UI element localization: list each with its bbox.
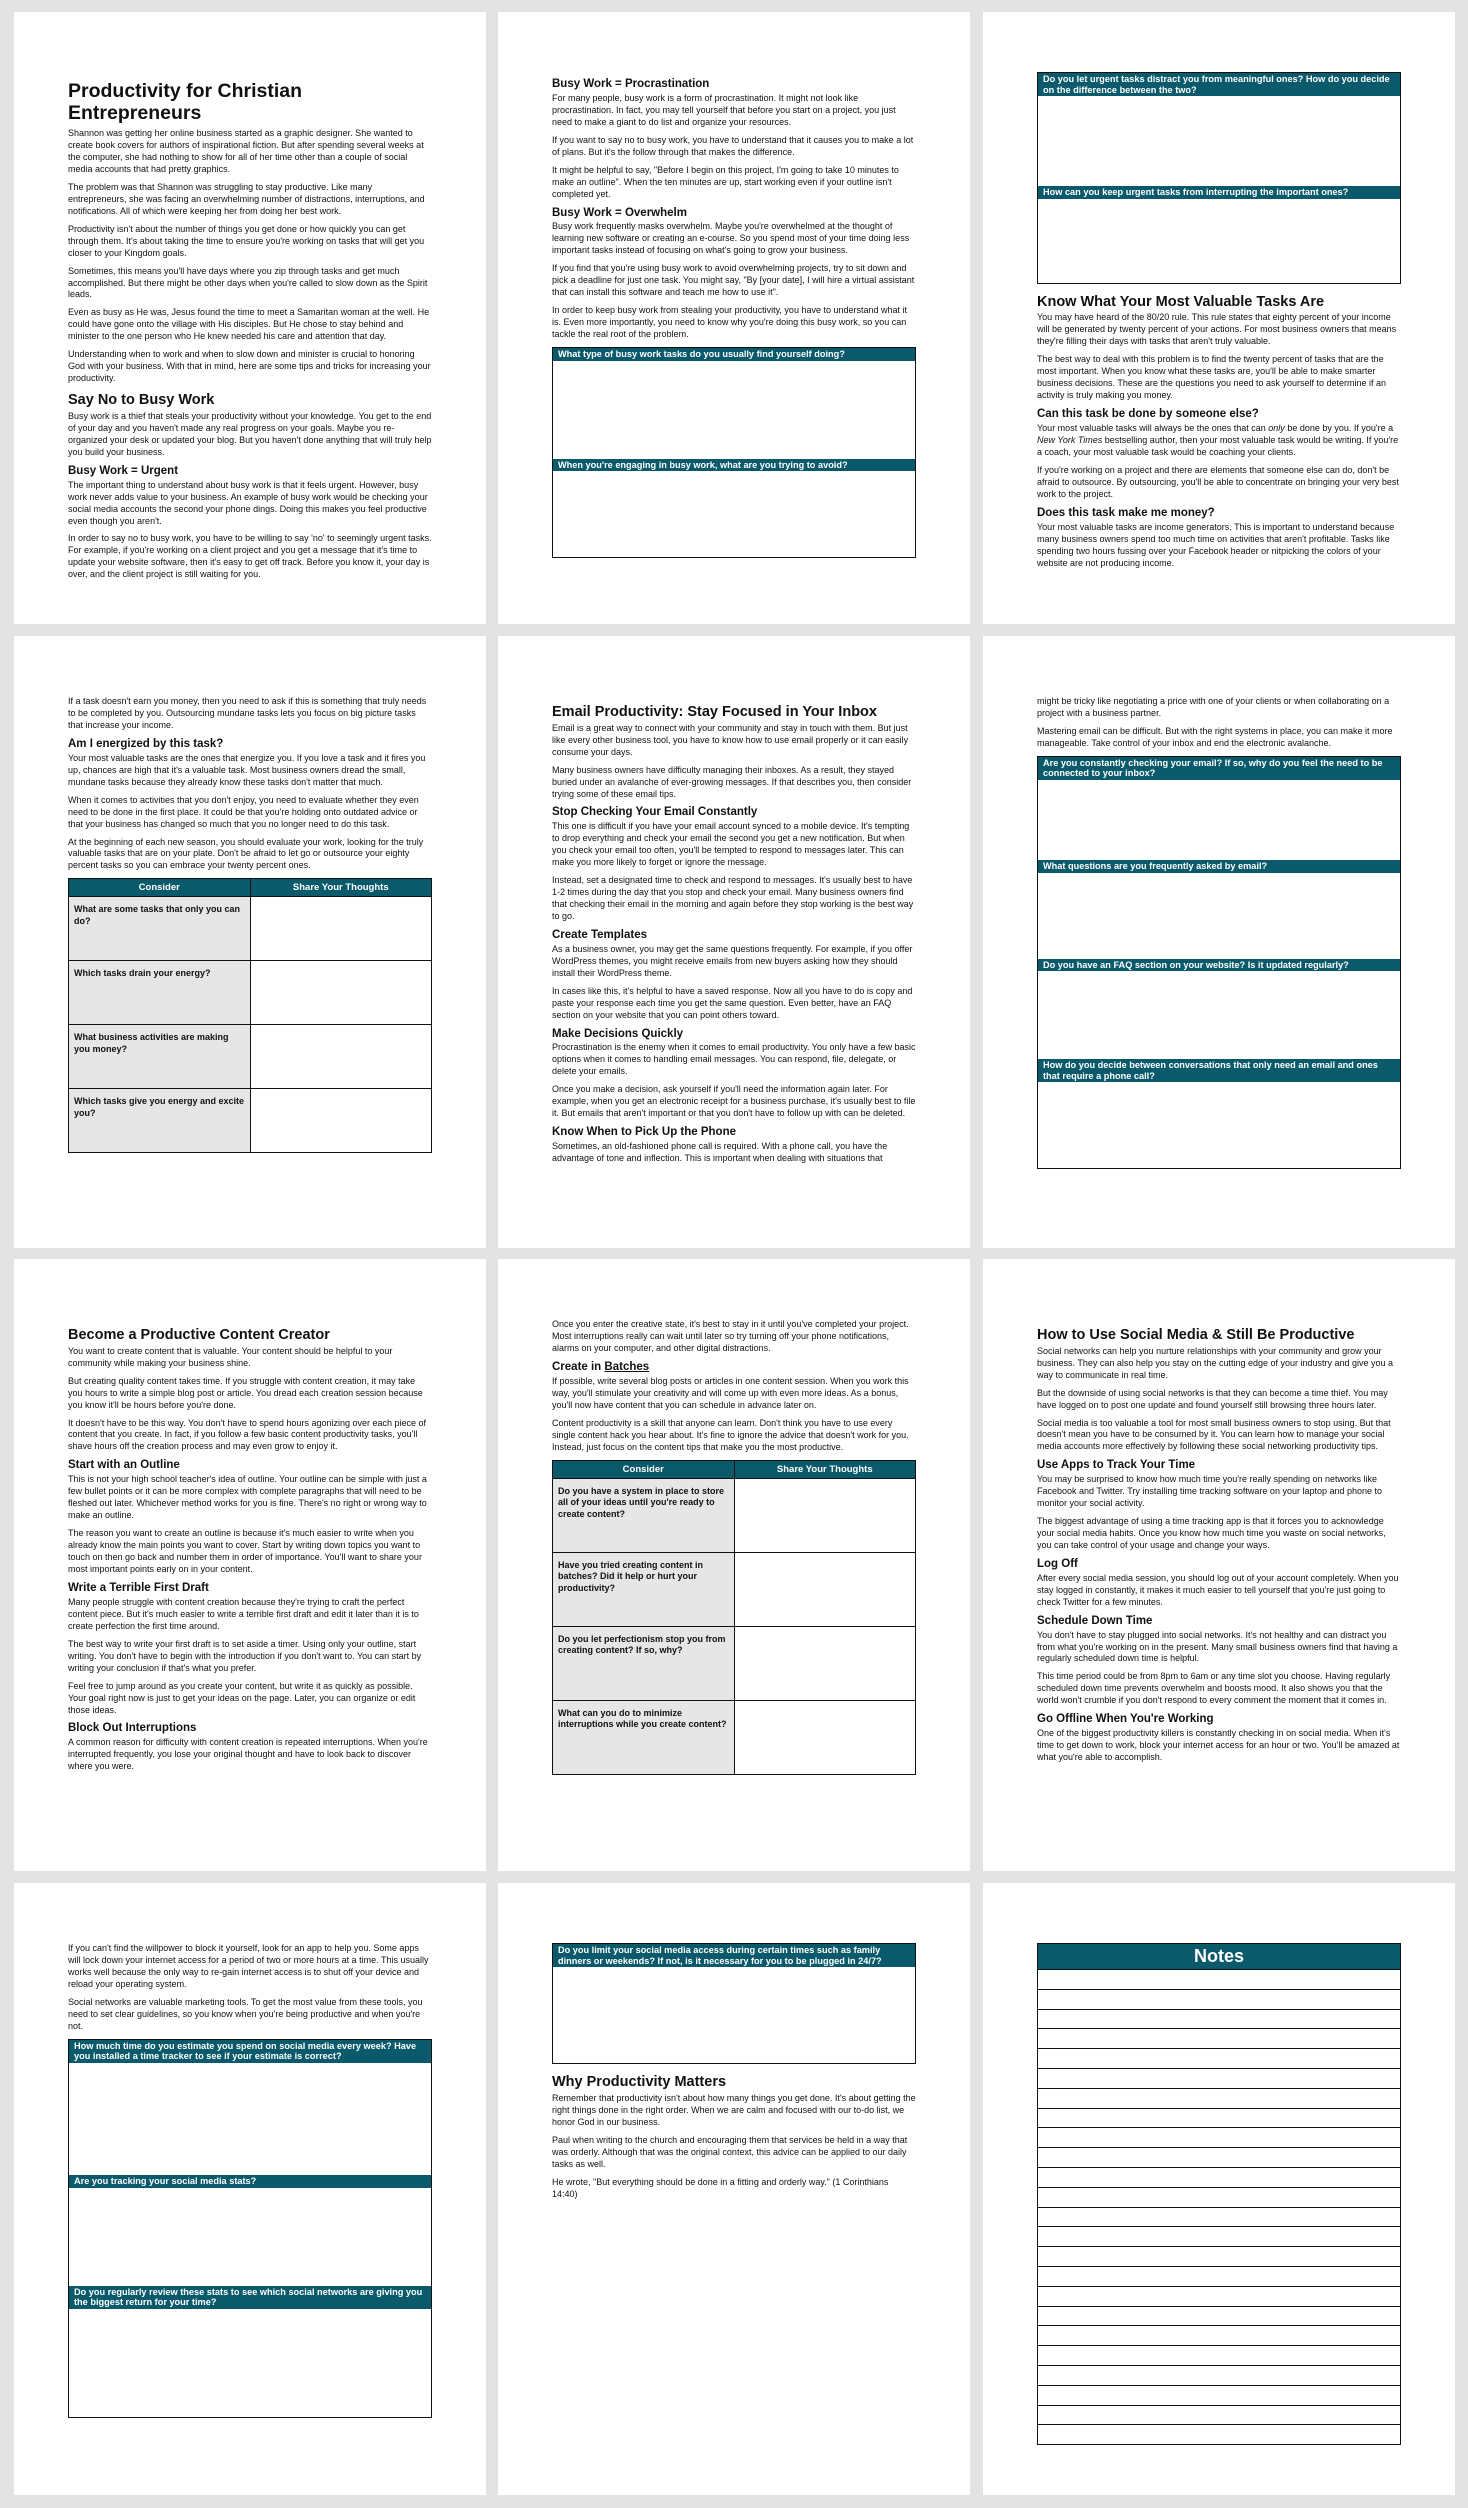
reflection-question: Are you tracking your social media stats? <box>69 2175 431 2188</box>
paragraph: At the beginning of each new season, you should evaluate your work, looking for the truly valuable tasks that are on your plate. Don't be afraid to let go or outsource your eighty percent tasks so you can embrace your twenty percent ones. <box>68 836 424 871</box>
subheading: Start with an Outline <box>68 1459 180 1472</box>
reflection-box[interactable] <box>68 2039 432 2418</box>
note-line[interactable] <box>1037 2089 1401 2109</box>
note-line[interactable] <box>1037 2287 1401 2307</box>
answer-cell[interactable] <box>250 1089 432 1153</box>
section-heading: Email Productivity: Stay Focused in Your Inbox <box>552 704 877 720</box>
paragraph: Your most valuable tasks are income generators. This is important to understand because many business owners spend too much time on activities that aren't profitable. Tasks like spending two hours fussing over your Facebook header or nitpicking the colors of your website are not producing income. <box>1037 521 1395 568</box>
section-heading: Say No to Busy Work <box>68 392 215 409</box>
answer-cell[interactable] <box>734 1626 916 1700</box>
page-12 <box>983 1883 1455 2495</box>
subheading: Busy Work = Overwhelm <box>552 206 687 219</box>
paragraph: Once you make a decision, ask yourself if you'll need the information again later. For example, when you get an electronic receipt for a business purchase, it's usually best to file it. But emails that aren't important or that you don't have to follow up with can be deleted. <box>552 1084 916 1119</box>
paragraph: For many people, busy work is a form of procrastination. It might not look like procrastination. In fact, you may tell yourself that before you start on a project, you just need to make a giant to do list and organize your resources. <box>552 92 896 127</box>
paragraph: But creating quality content takes time. If you struggle with content creation, it may take you hours to write a simple blog post or article. You dread each creation session because you know it'll be hours before you're done. <box>68 1375 423 1410</box>
answer-cell[interactable] <box>250 1025 432 1089</box>
answer-cell[interactable] <box>734 1552 916 1626</box>
note-line[interactable] <box>1037 2010 1401 2030</box>
table-question: Do you have a system in place to store all of your ideas until you're ready to create content? <box>553 1478 735 1552</box>
subheading: Go Offline When You're Working <box>1037 1713 1214 1726</box>
paragraph: Shannon was getting her online business started as a graphic designer. She wanted to create book covers for authors of inspirational fiction. But after spending several weeks at the computer, she had nothing to show for all of her time other than a couple of social media accounts that had pretty graphics. <box>68 127 424 174</box>
paragraph: Busy work is a thief that steals your productivity without your knowledge. You get to the end of your day and you haven't made any real progress on your goals. Maybe you re-organized your desk or updated your blog. But you haven't done anything that will truly help you build your business. <box>68 410 432 457</box>
answer-area[interactable] <box>69 2063 431 2175</box>
column-header: Consider <box>69 879 251 897</box>
paragraph: Social networks are valuable marketing tools. To get the most value from these tools, you need to set clear guidelines, so you know when you're being productive and when you're not. <box>68 1996 423 2031</box>
subheading: Can this task be done by someone else? <box>1037 408 1259 421</box>
paragraph: Your most valuable tasks will always be the ones that can only be done by you. If you're a New York Times bestselling author, then your most valuable task would be writing. If you're a coach, your most valuable task would be coaching your clients. <box>1037 422 1399 457</box>
note-line[interactable] <box>1037 2208 1401 2228</box>
paragraph: Feel free to jump around as you create your content, but write it as quickly as possible. Your goal right now is just to get your ideas on the page. Later, you can organize or edit those ideas. <box>68 1680 416 1715</box>
paragraph: Busy work frequently masks overwhelm. Maybe you're overwhelmed at the thought of learning new software or creating an e-course. So you spend most of your time doing less important tasks instead of focusing on what's going to grow your business. <box>552 221 910 256</box>
paragraph: The best way to deal with this problem is to find the twenty percent of tasks that are the most important. When you know what these tasks are, you'll be able to make smarter business decisions. These are the questions you need to ask yourself to determine if an activity is truly making you money. <box>1037 354 1387 401</box>
note-line[interactable] <box>1037 2346 1401 2366</box>
paragraph: You want to create content that is valuable. Your content should be helpful to your community while making your business shine. <box>68 1345 393 1368</box>
note-line[interactable] <box>1037 2267 1401 2287</box>
paragraph: If you're working on a project and there are elements that someone else can do, don't be afraid to outsource. By outsourcing, you'll be able to concentrate on bringing your very best work to the project. <box>1037 464 1399 499</box>
answer-cell[interactable] <box>734 1478 916 1552</box>
answer-area[interactable] <box>1038 971 1400 1059</box>
section-heading: How to Use Social Media & Still Be Productive <box>1037 1327 1355 1343</box>
paragraph: It doesn't have to be this way. You don't have to spend hours agonizing over each piece of content that you create. In fact, if you follow a few basic content productivity tasks, you'll shave hours off the creation process and may even grow to enjoy it. <box>68 1417 427 1452</box>
paragraph: Instead, set a designated time to check and respond to messages. It's usually best to have 1-2 times during the day that you stop and check your email. Many business owners find that checking their email in the morning and again before they stop working is the best way to go. <box>552 875 914 922</box>
answer-cell[interactable] <box>250 961 432 1025</box>
reflection-box[interactable] <box>552 1943 916 2064</box>
subheading: Schedule Down Time <box>1037 1614 1153 1627</box>
answer-area[interactable] <box>69 2309 431 2417</box>
paragraph: You may be surprised to know how much time you're really spending on networks like Facebook and Twitter. Try installing time tracking software on your laptop and phone to monitor your social activity. <box>1037 1474 1383 1509</box>
paragraph: He wrote, "But everything should be done in a fitting and orderly way." (1 Corinthians 14:40) <box>552 2176 889 2199</box>
answer-area[interactable] <box>69 2188 431 2286</box>
reflection-box[interactable] <box>1037 756 1401 1169</box>
note-line[interactable] <box>1037 2069 1401 2089</box>
column-header: Consider <box>553 1460 735 1478</box>
note-line[interactable] <box>1037 2326 1401 2346</box>
paragraph: Content productivity is a skill that anyone can learn. Don't think you have to use every single content hack you hear about. It's fine to ignore the advice that doesn't work for you. Instead, just focus on the content tips that make you the most productive. <box>552 1417 909 1452</box>
answer-area[interactable] <box>1038 780 1400 860</box>
answer-area[interactable] <box>553 471 915 557</box>
subheading: Write a Terrible First Draft <box>68 1581 209 1594</box>
note-line[interactable] <box>1037 2188 1401 2208</box>
paragraph: Social networks can help you nurture relationships with your community and grow your business. They can also help you stay on the cutting edge of your industry and give you a way to communicate in real time. <box>1037 1345 1394 1380</box>
paragraph: The reason you want to create an outline is because it's much easier to write when you already know the main points you want to cover. Start by writing down topics you want to touch on then go back and number them in order of importance. You'll want to share your most important points early on in your content. <box>68 1528 422 1574</box>
paragraph: As a business owner, you may get the same questions frequently. For example, if you offer WordPress themes, you might receive emails from new buyers asking how they should install their WordPress theme. <box>552 943 913 978</box>
subheading: Use Apps to Track Your Time <box>1037 1459 1196 1472</box>
paragraph: Procrastination is the enemy when it comes to email productivity. You only have a few basic options when it comes to handling email messages. You can respond, file, delegate, or delete your emails. <box>552 1042 916 1077</box>
page-2 <box>498 12 970 624</box>
page-3 <box>983 12 1455 624</box>
subheading: Create in Batches <box>552 1360 650 1373</box>
paragraph: might be tricky like negotiating a price with one of your clients or when collaborating on a project with a business partner. <box>1037 696 1390 718</box>
paragraph: You don't have to stay plugged into social networks. It's not healthy and can distract you from what you're working on in the present. Many small business owners find that having a regularly scheduled down time is helpful. <box>1037 1629 1398 1664</box>
subheading: Block Out Interruptions <box>68 1722 197 1735</box>
answer-area[interactable] <box>1038 1082 1400 1168</box>
note-line[interactable] <box>1037 2227 1401 2247</box>
paragraph: Mastering email can be difficult. But with the right systems in place, you can make it more manageable. Take control of your inbox and end the electronic avalanche. <box>1037 725 1393 748</box>
paragraph: Sometimes, this means you'll have days where you zip through tasks and get much accomplished. But there might be other days when you're called to slow down as the Spirit leads. <box>68 265 428 300</box>
table-question: What can you do to minimize interruptions while you create content? <box>553 1700 735 1774</box>
reflection-question: When you're engaging in busy work, what are you trying to avoid? <box>553 459 915 472</box>
answer-area[interactable] <box>553 361 915 459</box>
subheading: Create Templates <box>552 929 648 942</box>
answer-area[interactable] <box>1038 873 1400 959</box>
paragraph: If possible, write several blog posts or articles in one content session. When you work this way, you'll stimulate your creativity and will come up with even more ideas. As a bonus, you'll now have content that you can schedule in advance later on. <box>552 1375 909 1410</box>
answer-cell[interactable] <box>734 1700 916 1774</box>
reflection-question: Do you regularly review these stats to see which social networks are giving you the biggest return for your time? <box>69 2286 431 2309</box>
paragraph: The problem was that Shannon was struggling to stay productive. Like many entrepreneurs, she was facing an overwhelming number of distractions, interruptions, and notifications. All of which were keeping her from doing her best work. <box>68 181 425 216</box>
subheading: Busy Work = Procrastination <box>552 78 710 90</box>
paragraph: This one is difficult if you have your email account synced to a mobile device. It's tempting to drop everything and check your email the second you get a new notification. But when you check your email too often, you'll be tempted to respond to messages later. This can make you more likely to forget or ignore the message. <box>552 821 910 868</box>
page-4 <box>14 636 486 1248</box>
paragraph: You may have heard of the 80/20 rule. This rule states that eighty percent of your income will be generated by twenty percent of your actions. For most business owners that means they're filling their days with tasks that aren't truly valuable. <box>1037 312 1397 347</box>
paragraph: A common reason for difficulty with content creation is repeated interruptions. When you're interrupted frequently, you lose your original thought and have to look back to discover where you were. <box>68 1737 428 1772</box>
note-line[interactable] <box>1037 2049 1401 2069</box>
paragraph: When it comes to activities that you don't enjoy, you need to evaluate whether they even need to be done in the first place. It could be that you're holding onto outdated advice or that your business has changed so much that you no longer need to do this task. <box>68 794 419 829</box>
paragraph: If you can't find the willpower to block it yourself, look for an app to help you. Some apps will lock down your internet access for a period of two or more hours at a time. This usually works well because the only way to re-gain internet access is to shut off your device and reload your operating system. <box>68 1943 429 1989</box>
reflection-question: Do you have an FAQ section on your website? Is it updated regularly? <box>1038 959 1400 972</box>
paragraph: In order to keep busy work from stealing your productivity, you have to understand what it is. Even more importantly, you need to know why you're doing this busy work, so you can tackle the real root of the problem. <box>552 305 908 340</box>
reflection-question: How much time do you estimate you spend on social media every week? Have you installed a time tracker to see if your estimate is correct? <box>69 2040 431 2063</box>
paragraph: The important thing to understand about busy work is that it feels urgent. However, busy work never adds value to your business. An example of busy work would be checking your social media accounts the second your phone dings. Doing this makes you feel productive even though you aren't. <box>68 479 428 526</box>
paragraph: If you want to say no to busy work, you have to understand that it causes you to make a lot of plans. But it's the follow through that makes the difference. <box>552 134 914 157</box>
paragraph: In order to say no to busy work, you have to be willing to say 'no' to seemingly urgent tasks. For example, if you're working on a client project and you get a message that it's time to update your website software, then it's easy to get off track. Before you know it, your day is over, and the client project is still waiting for you. <box>68 533 432 580</box>
note-line[interactable] <box>1037 2366 1401 2386</box>
note-line[interactable] <box>1037 2307 1401 2327</box>
column-header: Share Your Thoughts <box>250 879 432 897</box>
reflection-box[interactable] <box>552 347 916 558</box>
subheading: Does this task make me money? <box>1037 506 1215 519</box>
notes-lines[interactable] <box>1037 1970 1401 2445</box>
table-question: Which tasks give you energy and excite you? <box>69 1089 251 1153</box>
table-question: What business activities are making you money? <box>69 1025 251 1089</box>
note-line[interactable] <box>1037 2425 1401 2445</box>
note-line[interactable] <box>1037 2247 1401 2267</box>
paragraph: It might be helpful to say, "Before I begin on this project, I'm going to take 10 minutes to make an outline". When the ten minutes are up, start working even if your outline isn't completed yet. <box>552 164 899 199</box>
paragraph: Your most valuable tasks are the ones that energize you. If you love a task and it fires you up, chances are high that it's a valuable task. Most business owners dread the small, mundane tasks because they already know these tasks don't matter that much. <box>68 752 426 787</box>
paragraph: Email is a great way to connect with your community and stay in touch with them. But just like every other business tool, you have to know how to use email properly or it can easily consume your days. <box>552 722 909 757</box>
paragraph: If you find that you're using busy work to avoid overwhelming projects, try to sit down and pick a deadline for just one task. You might say, "By [your date], I will hire a virtual assistant that can install this software and teach me how to use it". <box>552 263 915 298</box>
subheading: Make Decisions Quickly <box>552 1027 684 1040</box>
subheading: Stop Checking Your Email Constantly <box>552 806 758 819</box>
paragraph: Understanding when to work and when to slow down and minister is crucial to honoring God with your business. With that in mind, here are some tips and tricks for increasing your productivity. <box>68 349 431 384</box>
note-line[interactable] <box>1037 2386 1401 2406</box>
table-question: What are some tasks that only you can do? <box>69 897 251 961</box>
page-9 <box>983 1259 1455 1871</box>
subheading: Busy Work = Urgent <box>68 464 179 477</box>
paragraph: Even as busy as He was, Jesus found the time to meet a Samaritan woman at the well. He could have gone onto the village with His disciples. But He chose to stay behind and minister to the one person who He knew needed his care and attention that day. <box>68 307 430 342</box>
subheading: Am I energized by this task? <box>68 737 224 750</box>
reflection-question: What type of busy work tasks do you usually find yourself doing? <box>553 348 915 361</box>
note-line[interactable] <box>1037 1990 1401 2010</box>
reflection-question: Do you let urgent tasks distract you from meaningful ones? How do you decide on the difference between the two? <box>1038 73 1400 96</box>
note-line[interactable] <box>1037 2148 1401 2168</box>
consider-table <box>68 878 432 1153</box>
paragraph: Social media is too valuable a tool for most small business owners to stop using. But that doesn't mean you have to be consumed by it. You can learn how to manage your social media accounts more effectively by following these social networking productivity tips. <box>1037 1417 1391 1452</box>
paragraph: This is not your high school teacher's idea of outline. Your outline can be simple with just a few bullet points or it can be more complex with complete paragraphs that will need to be fleshed out later. Whichever method works for you is fine. There's no right or wrong way to make an outline. <box>68 1474 427 1521</box>
paragraph: If a task doesn't earn you money, then you need to ask if this is something that truly needs to be completed by you. Outsourcing mundane tasks lets you focus on big picture tasks that increase your income. <box>68 696 427 730</box>
reflection-question: What questions are you frequently asked by email? <box>1038 860 1400 873</box>
section-heading: Know What Your Most Valuable Tasks Are <box>1037 293 1325 310</box>
subheading: Log Off <box>1037 1558 1078 1571</box>
page-6 <box>983 636 1455 1248</box>
table-question: Have you tried creating content in batches? Did it help or hurt your productivity? <box>553 1552 735 1626</box>
paragraph: But the downside of using social networks is that they can become a time thief. You may have logged on to post one update and found yourself still browsing three hours later. <box>1037 1387 1388 1410</box>
page-7 <box>14 1259 486 1871</box>
paragraph: The best way to write your first draft is to set aside a timer. Using only your outline, start writing. You don't have to begin with the introduction if you don't want to. You can start by writing your conclusion if that's what you prefer. <box>68 1638 422 1673</box>
note-line[interactable] <box>1037 2406 1401 2426</box>
reflection-box[interactable] <box>1037 72 1401 284</box>
paragraph: After every social media session, you should log out of your account completely. When you stay logged in constantly, it makes it much easier to tell yourself that you're just going to check Twitter for a few minutes. <box>1037 1572 1399 1607</box>
paragraph: Sometimes, an old-fashioned phone call is required. With a phone call, you have the advantage of tone and inflection. This is important when dealing with situations that <box>552 1141 888 1164</box>
paragraph: This time period could be from 8pm to 6am or any time slot you choose. Having regularly scheduled down time prevents overwhelm and boosts mood. It also shows you that the world won't crumble if you don't respond to every comment the moment that it comes in. <box>1037 1671 1391 1706</box>
answer-area[interactable] <box>1038 199 1400 283</box>
notes-title: Notes <box>1037 1943 1401 1970</box>
reflection-question: How do you decide between conversations that only need an email and ones that require a phone call? <box>1038 1059 1400 1082</box>
consider-table <box>552 1460 916 1775</box>
answer-cell[interactable] <box>250 897 432 961</box>
answer-area[interactable] <box>1038 96 1400 186</box>
section-heading: Why Productivity Matters <box>552 2074 727 2091</box>
answer-area[interactable] <box>553 1967 915 2063</box>
section-heading: Become a Productive Content Creator <box>68 1327 330 1343</box>
reflection-question: Are you constantly checking your email? If so, why do you feel the need to be connected to your inbox? <box>1038 757 1400 780</box>
note-line[interactable] <box>1037 2029 1401 2049</box>
note-line[interactable] <box>1037 2128 1401 2148</box>
paragraph: In cases like this, it's helpful to have a saved response. Now all you have to do is copy and paste your response each time you get the same question. Even better, have an FAQ section on your website that you can point others toward. <box>552 985 913 1020</box>
page-1 <box>14 12 486 624</box>
note-line[interactable] <box>1037 2168 1401 2188</box>
paragraph: Many people struggle with content creation because they're trying to craft the perfect content piece. But it's much easier to write a terrible first draft and edit it later than it is to create perfection the first time around. <box>68 1596 419 1631</box>
paragraph: Many business owners have difficulty managing their inboxes. As a result, they stayed buried under an avalanche of ever-growing messages. If that describes you, then consider trying some of these email tips. <box>552 764 912 799</box>
page-8 <box>498 1259 970 1871</box>
note-line[interactable] <box>1037 1970 1401 1990</box>
reflection-question: How can you keep urgent tasks from interrupting the important ones? <box>1038 186 1400 199</box>
paragraph: Productivity isn't about the number of things you get done or how quickly you can get through them. It's about taking the time to ensure you're working on tasks that will get you closer to your Kingdom goals. <box>68 223 425 258</box>
table-question: Which tasks drain your energy? <box>69 961 251 1025</box>
page-10 <box>14 1883 486 2495</box>
note-line[interactable] <box>1037 2109 1401 2129</box>
paragraph: Once you enter the creative state, it's best to stay in it until you've completed your project. Most interruptions really can wait until later so try turning off your phone notifications, alarms on your computer, and other digital distractions. <box>552 1319 909 1353</box>
subheading: Know When to Pick Up the Phone <box>552 1126 736 1139</box>
paragraph: The biggest advantage of using a time tracking app is that it forces you to acknowledge your social media habits. Once you know how much time you waste on social networks, you can take control of your usage and change your ways. <box>1037 1516 1386 1551</box>
paragraph: Paul when writing to the church and encouraging them that services be held in a way that was orderly. Although that was the original context, this advice can be applied to our daily tasks as well. <box>552 2134 908 2169</box>
column-header: Share Your Thoughts <box>734 1460 916 1478</box>
page-5 <box>498 636 970 1248</box>
reflection-question: Do you limit your social media access during certain times such as family dinners or weekends? If not, is it necessary for you to be plugged in 24/7? <box>553 1944 915 1967</box>
paragraph: Remember that productivity isn't about how many things you get done. It's about getting the right things done in the right order. When we are calm and focused with our to-do list, we honor God in our business. <box>552 2092 916 2127</box>
page-title: Productivity for Christian Entrepreneurs <box>68 80 303 125</box>
paragraph: One of the biggest productivity killers is constantly checking in on social media. When it's time to get down to work, block your internet access for an hour or two. You'll be amazed at what you're able to accomplish. <box>1037 1728 1400 1763</box>
table-question: Do you let perfectionism stop you from creating content? If so, why? <box>553 1626 735 1700</box>
page-11 <box>498 1883 970 2495</box>
